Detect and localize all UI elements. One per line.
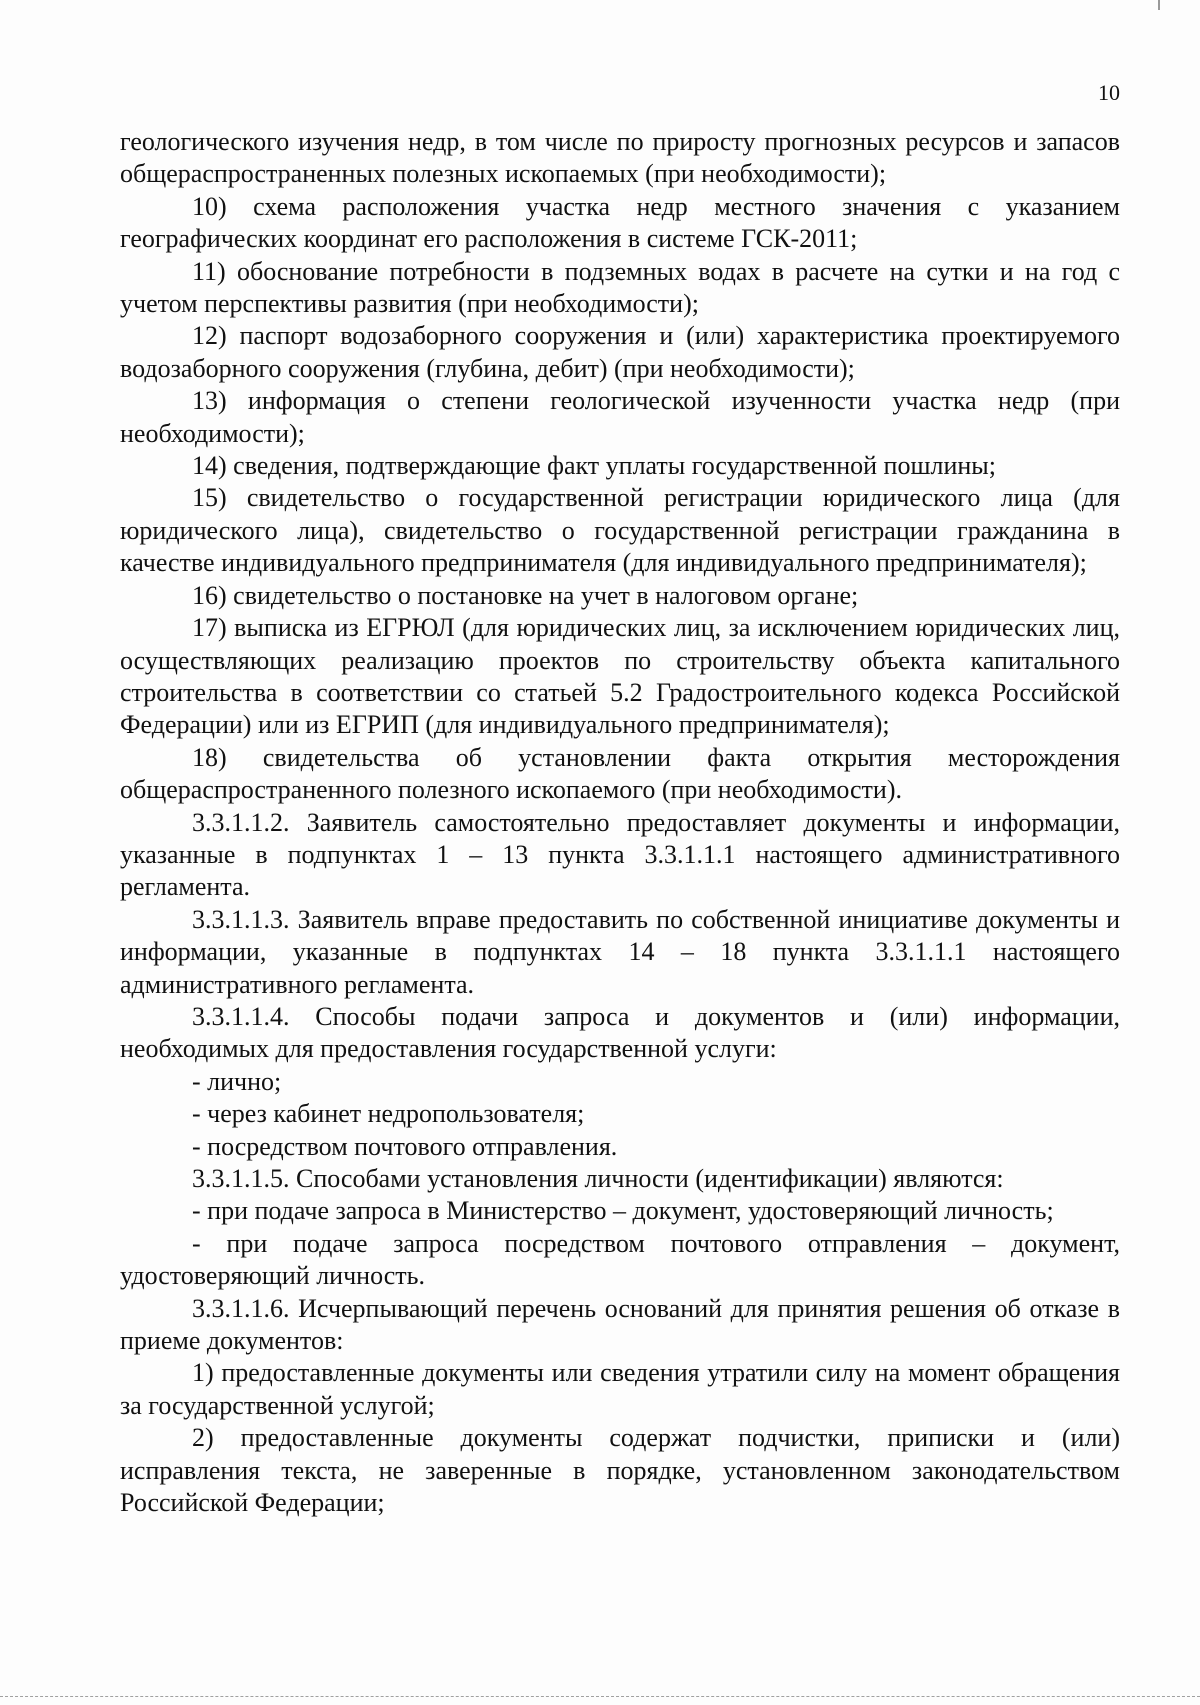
- paragraph-continuation: геологического изучения недр, в том числе по приросту прогнозных ресурсов и запасов общераспространенных полезных ископаемых (при необходимости);: [120, 127, 1120, 189]
- clause-3-3-1-1-5: 3.3.1.1.5. Способами установления личности (идентификации) являются:: [192, 1164, 1004, 1193]
- scan-bottom-edge: [0, 1696, 1200, 1697]
- list-item-10: 10) схема расположения участка недр местного значения с указанием географических координат его расположения в системе ГСК-2011;: [120, 191, 1120, 254]
- list-item-14: 14) сведения, подтверждающие факт уплаты государственной пошлины;: [192, 451, 996, 481]
- method-cabinet: - через кабинет недропользователя;: [192, 1099, 585, 1129]
- list-item-11: 11) обоснование потребности в подземных водах в расчете на сутки и на год с учетом перспективы развития (при необходимости);: [120, 256, 1120, 319]
- refusal-reason-1: 1) предоставленные документы или сведения утратили силу на момент обращения за государственной услугой;: [120, 1358, 1120, 1420]
- identification-postal: - при подаче запроса посредством почтового отправления – документ, удостоверяющий личность.: [120, 1228, 1120, 1291]
- refusal-reason-2: 2) предоставленные документы содержат подчистки, приписки и (или) исправления текста, не заверенные в порядке, установленном законодательством Российской Федерации;: [120, 1423, 1120, 1518]
- list-item-13: 13) информация о степени геологической изученности участка недр (при необходимости);: [120, 386, 1120, 448]
- list-item-15: 15) свидетельство о государственной регистрации юридического лица (для юридического лица), свидетельство о государственной регистрации гражданина в качестве индивидуального предпринимателя (для индивидуального предпринимателя);: [120, 483, 1120, 578]
- method-postal: - посредством почтового отправления.: [192, 1131, 618, 1161]
- list-item-16: 16) свидетельство о постановке на учет в налоговом органе;: [192, 580, 859, 610]
- list-item-17: 17) выписка из ЕГРЮЛ (для юридических лиц, за исключением юридических лиц, осуществляющих реализацию проектов по строительству объекта капитального строительства в соответствии со статьей 5.2 Градостроительного кодекса Российской Федерации) или из ЕГРИП (для индивидуального предпринимателя);: [120, 613, 1120, 740]
- list-item-12: 12) паспорт водозаборного сооружения и (или) характеристика проектируемого водозаборного сооружения (глубина, дебит) (при необходимости);: [120, 321, 1120, 383]
- identification-ministry: - при подаче запроса в Министерство – документ, удостоверяющий личность;: [192, 1196, 1054, 1226]
- clause-3-3-1-1-6: 3.3.1.1.6. Исчерпывающий перечень оснований для принятия решения об отказе в приеме документов:: [120, 1293, 1120, 1356]
- method-in-person: - лично;: [192, 1066, 282, 1096]
- clause-3-3-1-1-3: 3.3.1.1.3. Заявитель вправе предоставить по собственной инициативе документы и информации, указанные в подпунктах 14 – 18 пункта 3.3.1.1.1 настоящего административного регламента.: [120, 904, 1120, 999]
- document-body: [120, 126, 1120, 1519]
- clause-3-3-1-1-2: 3.3.1.1.2. Заявитель самостоятельно предоставляет документы и информации, указанные в подпунктах 1 – 13 пункта 3.3.1.1.1 настоящего административного регламента.: [120, 807, 1120, 902]
- list-item-18: 18) свидетельства об установлении факта открытия месторождения общераспространенного полезного ископаемого (при необходимости).: [120, 742, 1120, 805]
- clause-3-3-1-1-4: 3.3.1.1.4. Способы подачи запроса и документов и (или) информации, необходимых для предоставления государственной услуги:: [120, 1001, 1120, 1064]
- page-number: 10: [1098, 80, 1120, 105]
- scan-edge-mark: [1158, 0, 1160, 10]
